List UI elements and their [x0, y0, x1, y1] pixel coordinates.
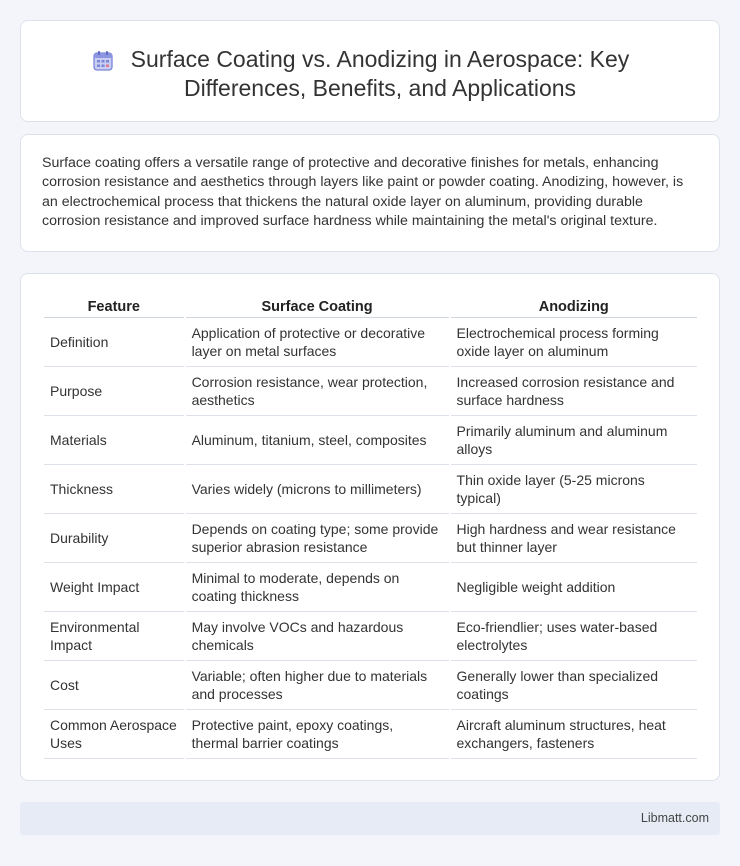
surface-coating-cell: May involve VOCs and hazardous chemicals [186, 612, 449, 661]
table-row [44, 465, 697, 514]
anodizing-cell: Primarily aluminum and aluminum alloys [451, 416, 697, 465]
feature-cell: Materials [44, 416, 184, 465]
footer [20, 802, 720, 835]
feature-cell: Durability [44, 514, 184, 563]
anodizing-cell: Eco-friendlier; uses water-based electrolytes [451, 612, 697, 661]
surface-coating-cell: Variable; often higher due to materials and processes [186, 661, 449, 710]
table-row [44, 710, 697, 759]
feature-cell: Cost [44, 661, 184, 710]
feature-cell: Environmental Impact [44, 612, 184, 661]
anodizing-cell: Negligible weight addition [451, 563, 697, 612]
table-row [44, 661, 697, 710]
anodizing-cell: Increased corrosion resistance and surface hardness [451, 367, 697, 416]
surface-coating-cell: Varies widely (microns to millimeters) [186, 465, 449, 514]
header-feature: Feature [44, 296, 184, 318]
title-card [20, 20, 720, 122]
surface-coating-cell: Depends on coating type; some provide superior abrasion resistance [186, 514, 449, 563]
surface-coating-cell: Minimal to moderate, depends on coating thickness [186, 563, 449, 612]
surface-coating-cell: Corrosion resistance, wear protection, aesthetics [186, 367, 449, 416]
anodizing-cell: Aircraft aluminum structures, heat exchangers, fasteners [451, 710, 697, 759]
feature-cell: Common Aerospace Uses [44, 710, 184, 759]
intro-card [20, 134, 720, 252]
anodizing-cell: High hardness and wear resistance but thinner layer [451, 514, 697, 563]
header-surface-coating: Surface Coating [186, 296, 449, 318]
feature-cell: Purpose [44, 367, 184, 416]
table-row [44, 416, 697, 465]
feature-cell: Weight Impact [44, 563, 184, 612]
comparison-table [42, 296, 699, 759]
page-title: Surface Coating vs. Anodizing in Aerospace: Key Differences, Benefits, and Applications [130, 46, 630, 101]
table-row [44, 367, 697, 416]
surface-coating-cell: Aluminum, titanium, steel, composites [186, 416, 449, 465]
surface-coating-cell: Protective paint, epoxy coatings, thermal barrier coatings [186, 710, 449, 759]
table-row [44, 318, 697, 367]
surface-coating-cell: Application of protective or decorative layer on metal surfaces [186, 318, 449, 367]
anodizing-cell: Thin oxide layer (5-25 microns typical) [451, 465, 697, 514]
table-row [44, 514, 697, 563]
anodizing-cell: Generally lower than specialized coatings [451, 661, 697, 710]
feature-cell: Definition [44, 318, 184, 367]
table-header-row [44, 296, 697, 318]
anodizing-cell: Electrochemical process forming oxide layer on aluminum [451, 318, 697, 367]
table-row [44, 563, 697, 612]
intro-paragraph: Surface coating offers a versatile range of protective and decorative finishes for metals, enhancing corrosion resistance and aesthetics through layers like paint or powder coating. Anodizing, however, is an electrochemical process that thickens the natural oxide layer on aluminum, providing durable corrosion resistance and improved surface hardness while maintaining the metal's original texture. [42, 155, 684, 230]
header-anodizing: Anodizing [451, 296, 697, 318]
comparison-card [20, 273, 720, 781]
footer-brand-link[interactable]: Libmatt.com [640, 811, 709, 825]
table-row [44, 612, 697, 661]
feature-cell: Thickness [44, 465, 184, 514]
